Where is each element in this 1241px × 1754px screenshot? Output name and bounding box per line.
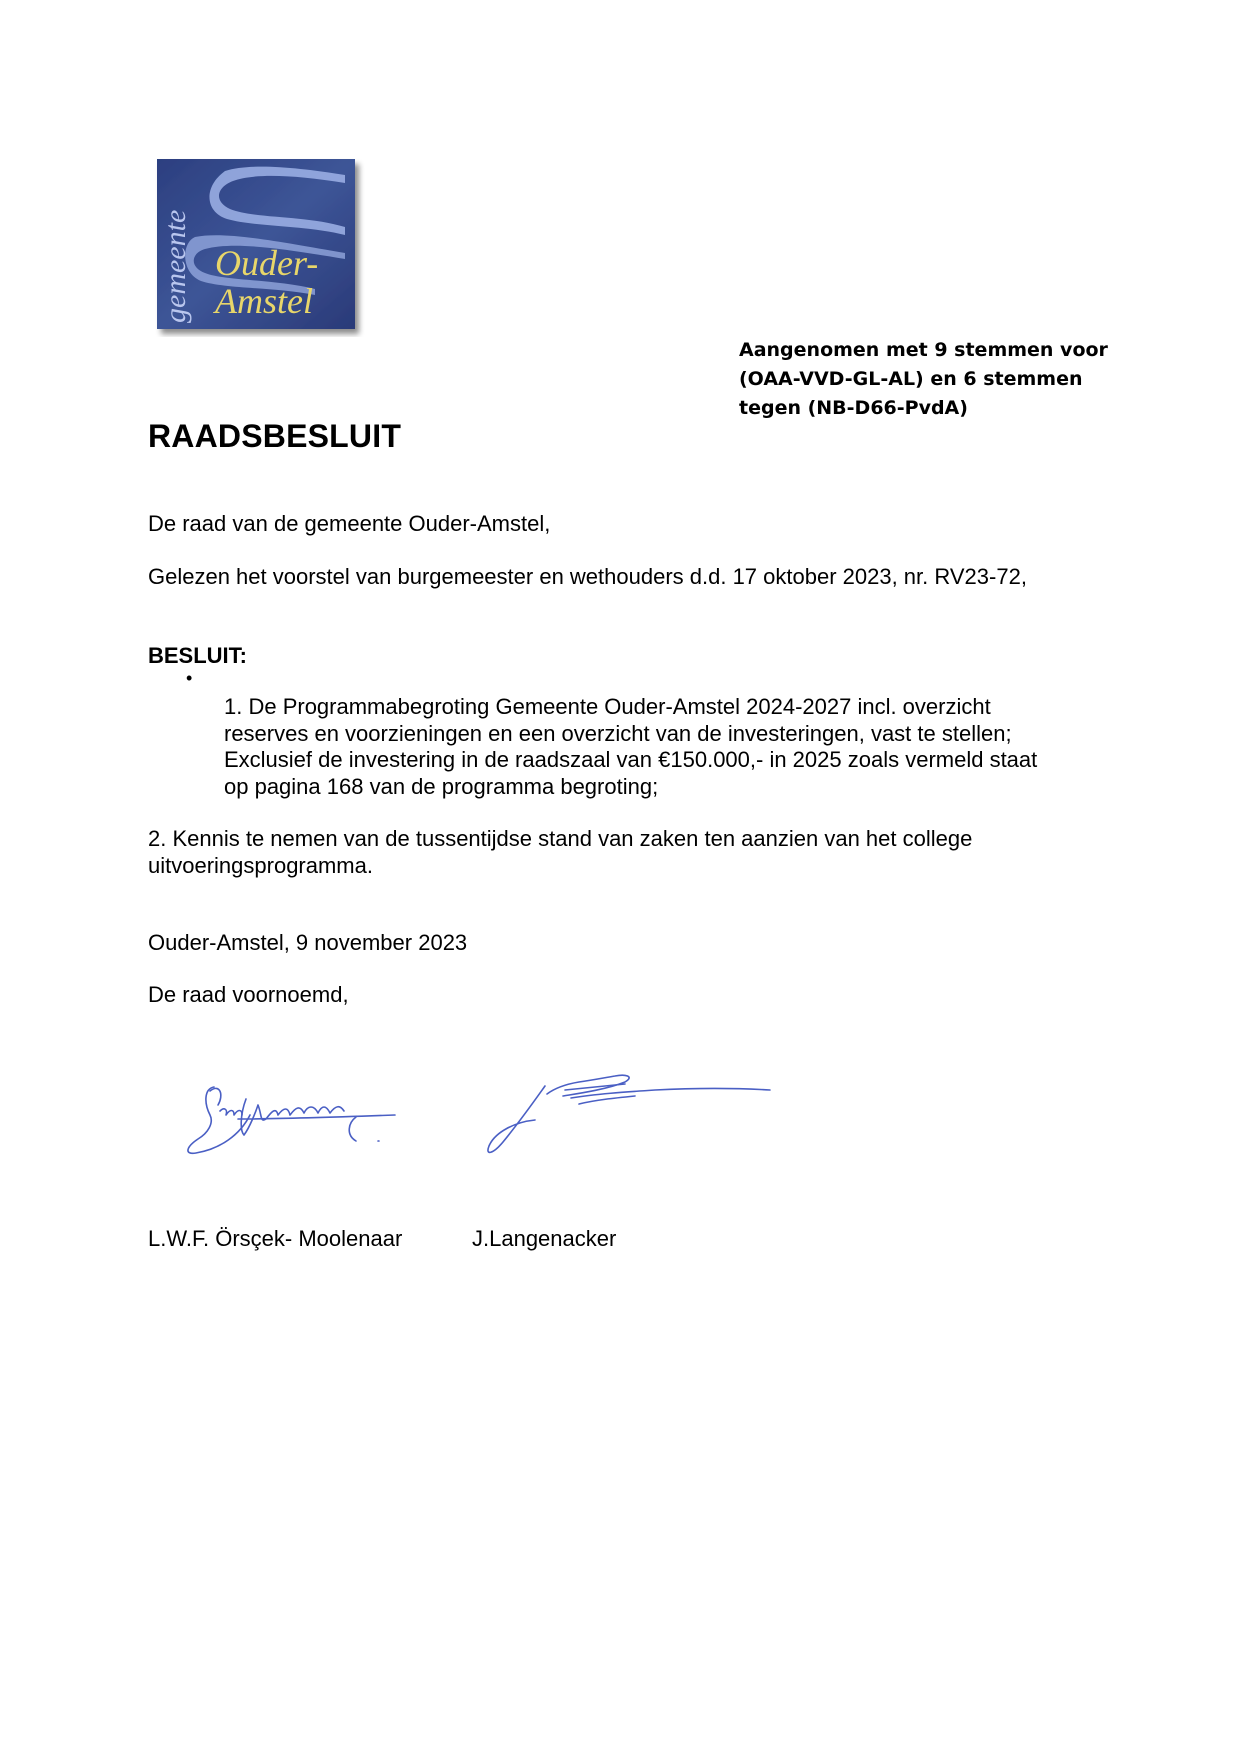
decision-item-1-line: reserves en voorzieningen en een overzicht van de investeringen, vast te stellen;	[224, 720, 1012, 746]
gemeente-ouder-amstel-logo	[155, 157, 365, 337]
signature-right	[475, 1060, 775, 1165]
decision-item-2-line: uitvoeringsprogramma.	[148, 853, 373, 878]
decision-item-1-line: Exclusief de investering in de raadszaal van €150.000,- in 2025 zoals vermeld staat	[224, 747, 1038, 772]
signer-left-name: L.W.F. Örsçek- Moolenaar	[148, 1226, 403, 1251]
gelezen-line: Gelezen het voorstel van burgemeester en wethouders d.d. 17 oktober 2023, nr. RV23-72,	[148, 564, 1027, 589]
logo-top-text: gemeente	[159, 209, 192, 323]
vote-note-line: Aangenomen met 9 stemmen voor	[739, 339, 1108, 361]
bullet-point: •	[186, 668, 193, 688]
decision-item-2-line: 2. Kennis te nemen van de tussentijdse stand van zaken ten aanzien van het college	[148, 826, 973, 851]
decision-item-1-line: op pagina 168 van de programma begroting;	[224, 773, 659, 799]
decision-item-1	[224, 694, 1104, 800]
signer-right-name: J.Langenacker	[472, 1226, 617, 1251]
decision-item-2	[148, 825, 1098, 879]
signature-left	[180, 1075, 420, 1185]
document-title: RAADSBESLUIT	[148, 418, 402, 454]
decision-item-1-line: 1. De Programmabegroting Gemeente Ouder-Amstel 2024-2027 incl. overzicht	[224, 694, 991, 719]
intro-line: De raad van de gemeente Ouder-Amstel,	[148, 511, 551, 536]
vote-note-line: tegen (NB-D66-PvdA)	[739, 397, 968, 419]
vote-note-line: (OAA-VVD-GL-AL) en 6 stemmen	[739, 368, 1083, 390]
place-date: Ouder-Amstel, 9 november 2023	[148, 930, 468, 955]
logo-name-line1: Ouder-	[215, 243, 319, 283]
logo-name-line2: Amstel	[215, 281, 313, 321]
logo-graphic	[155, 157, 365, 337]
vote-result-note	[739, 336, 1108, 423]
closing-line: De raad voornoemd,	[148, 982, 349, 1007]
besluit-heading: BESLUIT:	[148, 643, 247, 668]
